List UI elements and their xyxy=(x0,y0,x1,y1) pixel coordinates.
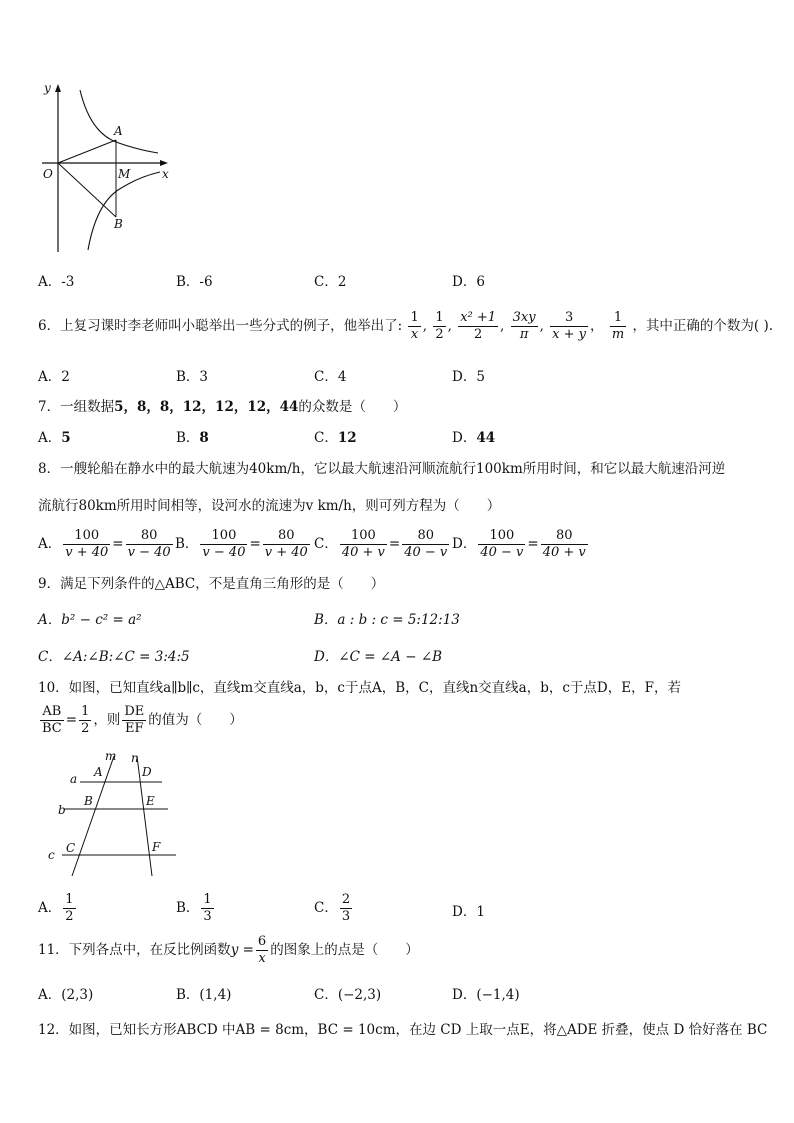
q5-option-c: C．2 xyxy=(314,274,347,290)
q8-option-c: C． $\frac{100}{40 + v}$ = $\frac{80}{40 - v}$ xyxy=(314,528,448,560)
q11-option-c: C．(−2,3) xyxy=(314,987,382,1003)
q10-option-c: C． $\frac{2}{3}$ xyxy=(314,892,351,924)
q7-stem: 7．一组数据5，8，8，12，12，12，44的众数是（ ） xyxy=(38,399,407,415)
q6-option-c: C．4 xyxy=(314,369,347,385)
q11-option-a: A．(2,3) xyxy=(38,987,94,1003)
q6-frac-3: $\frac{\text{x² +1}}{2}$ xyxy=(460,310,497,342)
hyperbola-figure xyxy=(38,80,178,255)
point-m-label: M xyxy=(118,167,131,181)
point-a-label: A xyxy=(114,124,123,138)
q11-stem-row: 11．下列各点中，在反比例函数y = $\frac{6}{x}$ 的图象上的点是（ ） xyxy=(38,934,419,966)
q9-option-a: A．b² − c² = a² xyxy=(38,612,142,628)
q10-ratio-row: $\frac{AB}{BC}$ = $\frac{1}{2}$ ，则 $\frac{DE}{EF}$ 的值为（ ） xyxy=(42,704,243,736)
line-c-label: c xyxy=(48,848,55,862)
point-b-label: B xyxy=(114,217,123,231)
q6-frac-5: $\frac{3}{x + y}$ xyxy=(552,310,587,342)
point-c-label: C xyxy=(66,841,76,855)
line-b-label: b xyxy=(58,803,66,817)
q6-option-d: D．5 xyxy=(452,369,485,385)
q5-option-d: D．6 xyxy=(452,274,485,290)
q6-frac-4: $\frac{3xy}{\pi}$ xyxy=(512,310,536,342)
line-a-label: a xyxy=(70,772,78,786)
q9-option-d: D．∠C = ∠A − ∠B xyxy=(314,649,443,665)
q6-frac-2: $\frac{1}{2}$ xyxy=(435,310,444,342)
origin-label: O xyxy=(43,167,53,181)
q5-option-b: B．-6 xyxy=(176,274,213,290)
q10-stem: 10．如图，已知直线a∥b∥c，直线m交直线a，b，c于点A，B，C，直线n交直线a，b，c于点D，E，F，若 xyxy=(38,680,681,696)
q12-line-1: 12．如图，已知长方形ABCD 中AB = 8cm，BC = 10cm，在边 CD 上取一点E，将△ADE 折叠，使点 D 恰好落在 BC xyxy=(38,1022,768,1038)
q8-line-2: 流航行80km所用时间相等，设河水的流速为v km/h，则可列方程为（ ） xyxy=(38,498,501,514)
q6-stem: 6．上复习课时李老师叫小聪举出一些分式的例子，他举出了: xyxy=(38,318,403,334)
q6-option-a: A．2 xyxy=(38,369,70,385)
line-n-label: n xyxy=(131,751,139,765)
y-axis-label: y xyxy=(44,81,51,95)
q7-option-d: D．44 xyxy=(452,430,496,446)
point-b-label: B xyxy=(84,794,93,808)
q8-line-1: 8．一艘轮船在静水中的最大航速为40km/h，它以最大航速沿河顺流航行100km所用时间，和它以最大航速沿河逆 xyxy=(38,461,726,477)
q7-option-b: B．8 xyxy=(176,430,209,446)
point-f-label: F xyxy=(152,840,161,854)
q6-tail: ，其中正确的个数为( ). xyxy=(632,318,774,334)
q9-stem: 9．满足下列条件的△ABC，不是直角三角形的是（ ） xyxy=(38,576,385,592)
q6-frac-1: $\frac{1}{x}$ xyxy=(410,310,419,342)
q6-option-b: B．3 xyxy=(176,369,209,385)
q6-stem-row: 6．上复习课时李老师叫小聪举出一些分式的例子，他举出了: $\frac{1}{x}$ , $\frac{1}{2}$ , $\frac{\text{x² +1}}{2}$ , $\frac{3xy}{\pi}$ , $\frac{3}{x + y}$ ， $\frac{1}{m}$ ，其中正确的个数为( ). xyxy=(38,310,774,342)
parallel-lines-figure xyxy=(44,748,184,880)
point-e-label: E xyxy=(146,794,155,808)
q8-option-a: A． $\frac{100}{v + 40}$ = $\frac{80}{v - 40}$ xyxy=(38,528,171,560)
q8-option-b: B． $\frac{100}{v - 40}$ = $\frac{80}{v + 40}$ xyxy=(175,528,308,560)
q9-option-b: B．a : b : c = 5:12:13 xyxy=(314,612,460,628)
line-m-label: m xyxy=(105,749,117,763)
q10-option-a: A． $\frac{1}{2}$ xyxy=(38,892,74,924)
q10-option-d: D．1 xyxy=(452,904,485,920)
q8-option-d: D． $\frac{100}{40 - v}$ = $\frac{80}{40 + v}$ xyxy=(452,528,586,560)
q6-frac-6: $\frac{1}{m}$ xyxy=(611,310,625,342)
q5-option-a: A．-3 xyxy=(38,274,75,290)
q11-option-b: B．(1,4) xyxy=(176,987,232,1003)
q11-option-d: D．(−1,4) xyxy=(452,987,520,1003)
point-a-label: A xyxy=(94,765,103,779)
q7-option-c: C．12 xyxy=(314,430,357,446)
point-d-label: D xyxy=(142,765,152,779)
q9-option-c: C．∠A:∠B:∠C = 3:4:5 xyxy=(38,649,190,665)
q7-option-a: A．5 xyxy=(38,430,71,446)
q10-option-b: B． $\frac{1}{3}$ xyxy=(176,892,212,924)
x-axis-label: x xyxy=(162,167,169,181)
